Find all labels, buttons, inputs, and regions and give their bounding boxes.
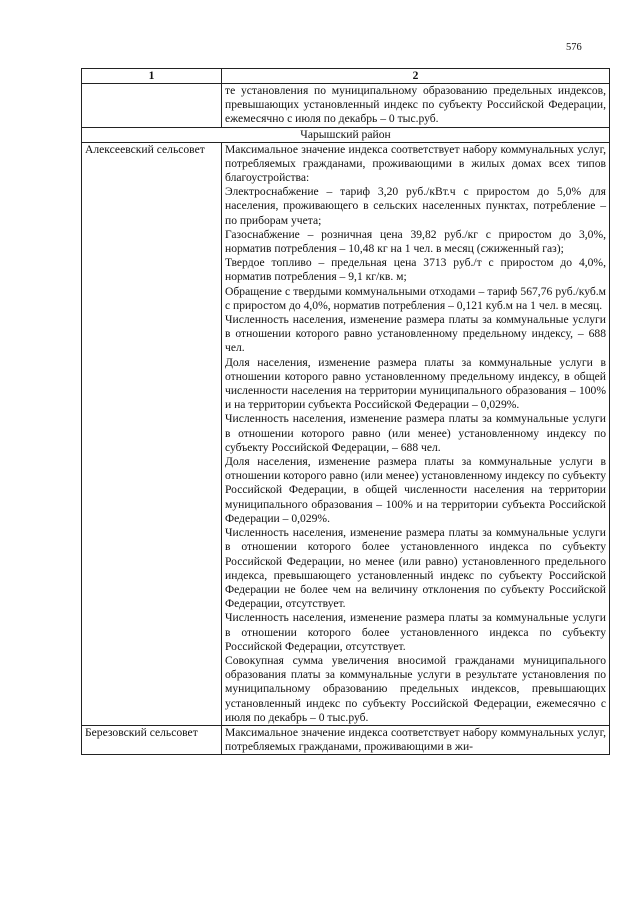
paragraph: Численность населения, изменение размера платы за коммунальные услуги в отношении которого равно установленному предельному индексу, – 688 чел. (225, 313, 606, 355)
header-col-1: 1 (82, 69, 222, 84)
continuation-empty-cell (82, 84, 222, 128)
paragraph: Доля населения, изменение размера платы за коммунальные услуги в отношении которого равно установленному предельному индексу, в общей численности населения на территории муниципального образования – 100% и на территории субъекта Российской Федерации – 0,029%. (225, 355, 606, 412)
paragraph: Доля населения, изменение размера платы за коммунальные услуги в отношении которого равно (или менее) установленному индексу по субъекту Российской Федерации, в общей численности населения на территории муниципального образования – 100% и на территории субъекта Российской Федерации – 0,029%. (225, 455, 606, 525)
tariff-table (81, 68, 610, 755)
region-name: Чарышский район (82, 127, 610, 142)
header-col-2: 2 (222, 69, 610, 84)
paragraph: Газоснабжение – розничная цена 39,82 руб./кг с приростом до 3,0%, норматив потребления – 10,48 кг на 1 чел. в месяц (сжиженный газ); (225, 227, 606, 256)
table-row (82, 725, 610, 754)
continuation-row (82, 84, 610, 128)
paragraph: Максимальное значение индекса соответствует набору коммунальных услуг, потребляемых гражданами, проживающими в жи- (225, 725, 606, 754)
paragraph: Максимальное значение индекса соответствует набору коммунальных услуг, потребляемых гражданами, проживающими в жилых домах всех типов благоустройства: (225, 142, 606, 185)
table-header-row (82, 69, 610, 84)
municipality-details (222, 725, 610, 754)
municipality-name: Алексеевский сельсовет (82, 142, 222, 725)
paragraph: Обращение с твердыми коммунальными отходами – тариф 567,76 руб./куб.м с приростом до 4,0%, норматив потребления – 0,121 куб.м на 1 чел. в месяц. (225, 284, 606, 312)
paragraph: Электроснабжение – тариф 3,20 руб./кВт.ч с приростом до 5,0% для населения, проживающего в сельских населенных пунктах, потребление – по приборам учета; (225, 185, 606, 227)
region-row (82, 127, 610, 142)
municipality-details (222, 142, 610, 725)
continuation-text: те установления по муниципальному образованию предельных индексов, превышающих установленный индекс по субъекту Российской Федерации, ежемесячно с июля по декабрь – 0 тыс.руб. (222, 84, 610, 128)
page-number: 576 (566, 42, 582, 53)
paragraph: Твердое топливо – предельная цена 3713 руб./т с приростом до 4,0%, норматив потребления – 9,1 кг/кв. м; (225, 256, 606, 284)
paragraph: Численность населения, изменение размера платы за коммунальные услуги в отношении которого равно (или менее) установленному индексу по субъекту Российской Федерации, – 688 чел. (225, 412, 606, 454)
paragraph: Численность населения, изменение размера платы за коммунальные услуги в отношении которого более установленного индекса по субъекту Российской Федерации, отсутствует. (225, 611, 606, 653)
table-row (82, 142, 610, 725)
municipality-name: Березовский сельсовет (82, 725, 222, 754)
paragraph: Численность населения, изменение размера платы за коммунальные услуги в отношении которого более установленного индекса по субъекту Российской Федерации, но менее (или равно) установленного предельного индекса, превышающего установленный индекс по субъекту Российской Федерации не более чем на величину отклонения по субъекту Российской Федерации, отсутствует. (225, 526, 606, 611)
paragraph: Совокупная сумма увеличения вносимой гражданами муниципального образования платы за коммунальные услуги в результате установления по муниципальному образованию предельных индексов, превышающих установленный индекс по субъекту Российской Федерации, ежемесячно с июля по декабрь – 0 тыс.руб. (225, 653, 606, 724)
